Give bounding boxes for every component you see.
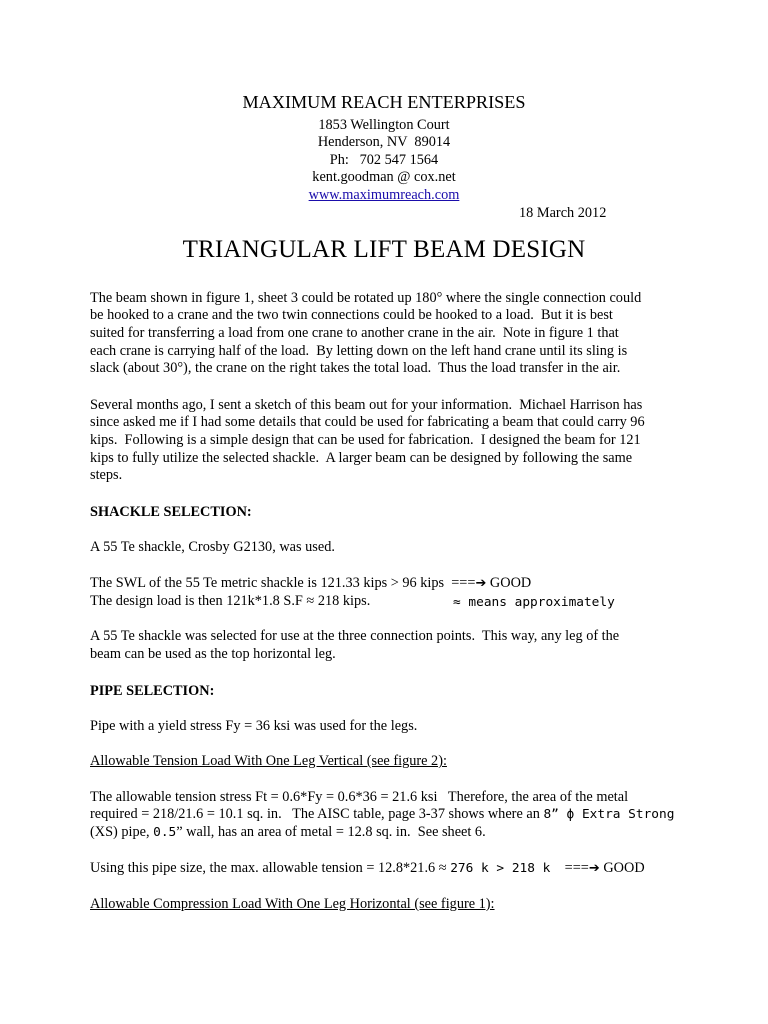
document-title: TRIANGULAR LIFT BEAM DESIGN: [182, 236, 586, 263]
good-label: GOOD: [486, 575, 532, 591]
paragraph-line: kips to fully utilize the selected shackle. A larger beam can be designed by following the same: [90, 450, 633, 466]
paragraph-line: [90, 806, 674, 824]
paragraph-line: The allowable tension stress Ft = 0.6*Fy = 0.6*36 = 21.6 ksi Therefore, the area of the metal: [90, 789, 629, 805]
design-load-line: The design load is then 121k*1.8 S.F ≈ 218 kips.: [90, 593, 371, 609]
text-run: Using this pipe size, the max. allowable tension = 12.8*21.6 ≈: [90, 860, 451, 876]
email-address: kent.goodman @ cox.net: [312, 169, 456, 185]
paragraph-line: since asked me if I had some details that could be used for fabricating a beam that could carry 96: [90, 414, 645, 430]
paragraph-line: A 55 Te shackle was selected for use at the three connection points. This way, any leg of the: [90, 628, 620, 644]
paragraph-line: Several months ago, I sent a sketch of this beam out for your information. Michael Harrison has: [90, 397, 643, 413]
paragraph-line: suited for transferring a load from one crane to another crane in the air. Note in figure 1 that: [90, 325, 619, 341]
document-date: 18 March 2012: [519, 205, 607, 221]
subheading-compression: Allowable Compression Load With One Leg Horizontal (see figure 1):: [90, 896, 495, 912]
text-run: ” wall, has an area of metal = 12.8 sq. in. See sheet 6.: [176, 824, 486, 840]
subheading-tension: Allowable Tension Load With One Leg Vertical (see figure 2):: [90, 753, 447, 769]
allowable-tension-line: [90, 860, 645, 878]
paragraph-line: [90, 824, 486, 842]
paragraph-line: slack (about 30°), the crane on the right takes the total load. Thus the load transfer in the air.: [90, 360, 621, 376]
section-heading-pipe: PIPE SELECTION:: [90, 683, 215, 699]
right-arrow-icon: ➔: [475, 576, 487, 591]
phone-number: Ph: 702 547 1564: [329, 152, 439, 168]
paragraph-line: The beam shown in figure 1, sheet 3 could be rotated up 180° where the single connection could: [90, 290, 642, 306]
text-run: required = 218/21.6 = 10.1 sq. in. The AISC table, page 3-37 shows where an: [90, 806, 544, 822]
approx-note: ≈ means approximately: [453, 595, 615, 610]
city-state-zip: Henderson, NV 89014: [317, 134, 451, 150]
tension-comparison: 276 k > 218 k: [450, 861, 551, 876]
paragraph-line: A 55 Te shackle, Crosby G2130, was used.: [90, 539, 335, 555]
company-name: MAXIMUM REACH ENTERPRISES: [242, 92, 526, 112]
good-label: GOOD: [599, 860, 645, 876]
street-address: 1853 Wellington Court: [318, 117, 450, 133]
paragraph-line: each crane is carrying half of the load. By letting down on the left hand crane until its sling is: [90, 343, 628, 359]
right-arrow-icon: ➔: [588, 861, 600, 876]
website-link[interactable]: www.maximumreach.com: [308, 187, 460, 203]
section-heading-shackle: SHACKLE SELECTION:: [90, 504, 252, 520]
swl-line: [90, 575, 531, 593]
swl-text: The SWL of the 55 Te metric shackle is 121.33 kips > 96 kips ===: [90, 575, 476, 591]
wall-thickness-text: 0.5: [153, 825, 177, 840]
paragraph-line: Pipe with a yield stress Fy = 36 ksi was used for the legs.: [90, 718, 418, 734]
text-run: (XS) pipe,: [90, 824, 154, 840]
paragraph-line: beam can be used as the top horizontal leg.: [90, 646, 336, 662]
text-run: ===: [550, 860, 589, 876]
paragraph-line: be hooked to a crane and the two twin connections could be hooked to a load. But it is best: [90, 307, 613, 323]
pipe-size-text: 8” ϕ Extra Strong: [543, 807, 675, 822]
paragraph-line: kips. Following is a simple design that can be used for fabrication. I designed the beam for 121: [90, 432, 641, 448]
paragraph-line: steps.: [90, 467, 123, 483]
